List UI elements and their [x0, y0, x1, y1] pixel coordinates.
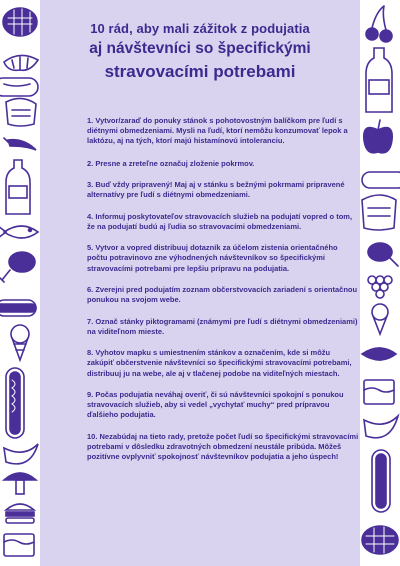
hotdog-icon: [372, 450, 390, 512]
cake-icon: [364, 380, 394, 404]
tip-item: 5. Vytvor a vopred distribuuj dotazník za účelom zistenia orientačného počtu potravinovo zne výhodnených návštevníkov so špecifickými stravovacími potrebami pre lepšiu prípravu na podujatia.: [87, 243, 338, 273]
bottle-icon: [6, 160, 30, 214]
ice-cream-icon: [11, 325, 29, 360]
sausage-icon: [362, 172, 400, 188]
hotdog-icon: [6, 368, 24, 438]
apple-icon: [364, 120, 392, 153]
tip-item: 3. Buď vždy pripravený! Maj aj v stánku s bežnými pokrmami pripravené alternatívy pre ľudí s diétnymi obmedzeniami.: [87, 180, 345, 200]
title-line-2: aj návštevníci so špecifickými: [89, 40, 311, 57]
burger-icon: [6, 504, 34, 523]
banana-icon: [364, 416, 398, 438]
tips-list: [87, 116, 359, 474]
grapes-icon: [368, 276, 392, 298]
tip-item: 6. Zverejni pred podujatím zoznam občerstvovacích zariadení s orientačnou ponukou na svojom webe.: [87, 284, 358, 305]
fish-icon: [362, 348, 396, 360]
drumstick-icon: [368, 243, 398, 266]
pie-icon: [3, 8, 37, 36]
bottle-icon: [366, 48, 392, 112]
poster-title: [40, 20, 360, 84]
tip-item: 4. Informuj poskytovateľov stravovacích služieb na podujatí vopred o tom, že na podujatí budú aj ľudia so stravovacími obmedzeniami.: [87, 211, 353, 231]
drumstick-icon: [0, 252, 35, 282]
tip-item: 2. Presne a zreteľne označuj zloženie pokrmov.: [87, 158, 255, 168]
hotdog-icon: [0, 300, 36, 316]
food-illustration-border-right: [358, 0, 400, 566]
croissant-icon: [4, 55, 38, 70]
mushroom-icon: [4, 473, 36, 494]
title-line-3: stravovacími potrebami: [104, 62, 296, 81]
bread-icon: [6, 98, 36, 126]
tip-item: 7. Označ stánky piktogramami (známymi pre ľudí s diétnymi obmedzeniami) na viditeľnom mieste.: [87, 316, 358, 336]
tip-item: 10. Nezabúdaj na tieto rady, pretože počet ľudí so špecifickými stravovacími potrebami v dôsledku zdravotných obmedzení neustále pribúda. Môžeš pozitívne ovplyvniť spokojnosť návštevníkov podujatia a jeho úspech!: [87, 431, 359, 462]
tips-panel: [40, 0, 360, 566]
tip-item: 8. Vyhotov mapku s umiestnením stánkov a označením, kde si môžu zakúpiť občerstvenie návštevníci so špecifickými stravovacími potrebami, distribuuj ju na webe, ale aj v tlačenej podobe na viditeľných miestach.: [87, 348, 352, 378]
tip-item: 1. Vytvor/zaraď do ponuky stánok s pohotovostným balíčkom pre ľudí s diétnymi obmedzeniami. Mysli na ľudí, ktorí nemôžu konzumovať lepok a laktózu, aj na tých, ktorí majú histamínovú intoleranciu.: [87, 116, 348, 146]
food-illustration-border-left: [0, 0, 42, 566]
fish-icon: [0, 226, 38, 238]
cake-icon: [4, 534, 34, 556]
bread-icon: [362, 195, 396, 230]
pie-icon: [362, 526, 398, 554]
tip-item: 9. Počas podujatia neváhaj overiť, či sú návštevníci spokojní s ponukou stravovacích služieb, aby si vedel „vychytať muchy“ pred prípravou ďalšieho podujatia.: [87, 389, 344, 420]
banana-icon: [4, 444, 38, 464]
chili-icon: [4, 138, 36, 150]
title-line-1: 10 rád, aby mali zážitok z podujatia: [90, 21, 310, 36]
cherry-icon: [366, 6, 392, 42]
sausage-icon: [0, 78, 38, 96]
ice-cream-icon: [372, 304, 388, 334]
